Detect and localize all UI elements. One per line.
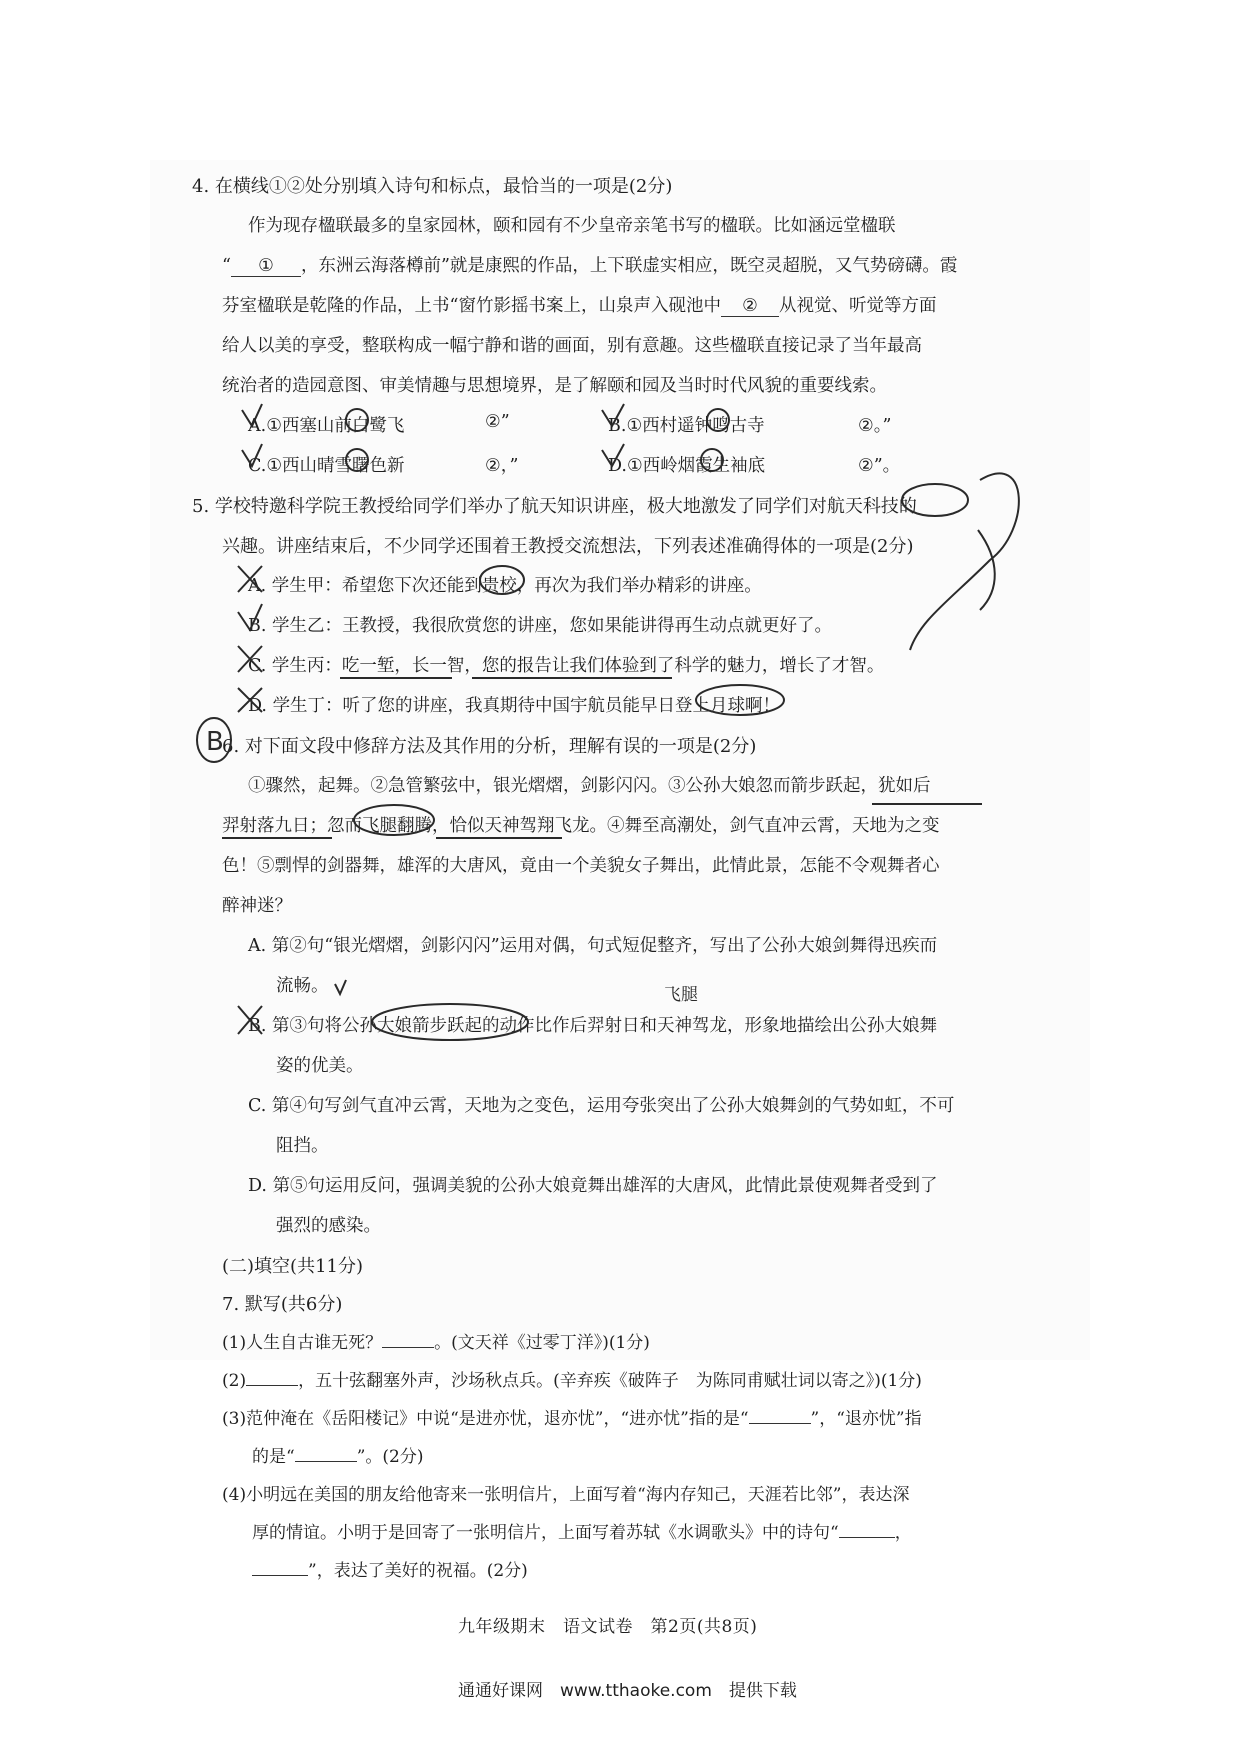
- q5-stem-line-2: 兴趣。讲座结束后，不少同学还围着王教授交流想法，下列表述准确得体的一项是(2分): [222, 536, 914, 557]
- q6-option-a-line-2: 流畅。: [276, 976, 329, 996]
- q5-stem-line-1: 5. 学校特邀科学院王教授给同学们举办了航天知识讲座，极大地激发了同学们对航天科技的: [192, 496, 917, 517]
- q6-option-a-line-1: A. 第②句“银光熠熠，剑影闪闪”运用对偶，句式短促整齐，写出了公孙大娘剑舞得迅疾而: [248, 936, 938, 956]
- handwritten-answer-b: B: [206, 727, 224, 757]
- q4-option-b-punct: ②。”: [858, 416, 892, 436]
- q6-option-b-line-1: B. 第③句将公孙大娘箭步跃起的动作比作后羿射日和天神驾龙，形象地描绘出公孙大娘舞: [248, 1016, 938, 1036]
- q4-passage-line-3: 芬室楹联是乾隆的作品，上书“窗竹影摇书案上，山泉声入砚池中 ② 从视觉、听觉等方面: [222, 296, 937, 316]
- q4-blank-1: ①: [231, 256, 301, 277]
- handwritten-note-flying-kick: 飞腿: [664, 985, 698, 1005]
- q5-option-d: D. 学生丁：听了您的讲座，我真期待中国宇航员能早日登上月球啊！: [248, 696, 781, 716]
- q6-stem: 6. 对下面文段中修辞方法及其作用的分析，理解有误的一项是(2分): [222, 736, 757, 757]
- q7-blank-4a: [839, 1537, 895, 1538]
- q5-option-c: C. 学生丙：吃一堑，长一智，您的报告让我们体验到了科学的魅力，增长了才智。: [248, 656, 885, 676]
- q6-passage-line-1: ①骤然，起舞。②急管繁弦中，银光熠熠，剑影闪闪。③公孙大娘忽而箭步跃起，犹如后: [248, 776, 931, 796]
- q6-option-c-line-1: C. 第④句写剑气直冲云霄，天地为之变色，运用夸张突出了公孙大娘舞剑的气势如虹，不可: [248, 1096, 955, 1116]
- q6-option-d-line-2: 强烈的感染。: [276, 1216, 381, 1236]
- q7-item-4-line-1: (4)小明远在美国的朋友给他寄来一张明信片，上面写着“海内存知己，天涯若比邻”，表达深: [222, 1485, 910, 1505]
- q4-option-c-punct: ②，”: [485, 456, 519, 476]
- q7-item-2: (2) ，五十弦翻塞外声，沙场秋点兵。(辛弃疾《破阵子 为陈同甫赋壮词以寄之》)(1分): [222, 1371, 922, 1391]
- q6-option-c-line-2: 阻挡。: [276, 1136, 329, 1156]
- q7-blank-3a: [749, 1423, 811, 1424]
- q7-item-3-line-2: 的是“ ”。(2分): [252, 1447, 424, 1467]
- q7-blank-4b: [252, 1575, 308, 1576]
- q4-blank-2: ②: [721, 296, 779, 317]
- q6-passage-line-2: 羿射落九日；忽而飞腿翻腾，恰似天神驾翔飞龙。④舞至高潮处，剑气直冲云霄，天地为之变: [222, 816, 940, 836]
- q4-option-d-punct: ②”。: [858, 456, 901, 476]
- q7-blank-1: [382, 1347, 434, 1348]
- q4-stem: 4. 在横线①②处分别填入诗句和标点，最恰当的一项是(2分): [192, 176, 673, 197]
- q4-option-b: B.①西村遥钟鸣古寺: [608, 416, 765, 436]
- q4-passage-line-4: 给人以美的享受，整联构成一幅宁静和谐的画面，别有意趣。这些楹联直接记录了当年最高: [222, 336, 922, 356]
- q5-option-a: A. 学生甲：希望您下次还能到贵校，再次为我们举办精彩的讲座。: [248, 576, 762, 596]
- q7-item-3-line-1: (3)范仲淹在《岳阳楼记》中说“是进亦忧，退亦忧”，“进亦忧”指的是“ ”，“退亦忧”指: [222, 1409, 922, 1429]
- q6-option-d-line-1: D. 第⑤句运用反问，强调美貌的公孙大娘竟舞出雄浑的大唐风，此情此景使观舞者受到了: [248, 1176, 938, 1196]
- q7-blank-2: [246, 1385, 298, 1386]
- q6-passage-line-3: 色！⑤剽悍的剑器舞，雄浑的大唐风，竟由一个美貌女子舞出，此情此景，怎能不令观舞者心: [222, 856, 940, 876]
- q4-passage-line-5: 统治者的造园意图、审美情趣与思想境界，是了解颐和园及当时时代风貌的重要线索。: [222, 376, 887, 396]
- page-footer: 九年级期末 语文试卷 第2页(共8页): [458, 1617, 758, 1637]
- q6-option-b-line-2: 姿的优美。: [276, 1056, 364, 1076]
- q4-passage-line-1: 作为现存楹联最多的皇家园林，颐和园有不少皇帝亲笔书写的楹联。比如涵远堂楹联: [248, 216, 896, 236]
- q4-option-a: A.①西塞山前白鹭飞: [248, 416, 405, 436]
- q5-option-b: B. 学生乙：王教授，我很欣赏您的讲座，您如果能讲得再生动点就更好了。: [248, 616, 833, 636]
- q6-passage-line-4: 醉神迷？: [222, 896, 292, 916]
- q4-option-a-punct: ②”: [485, 412, 510, 432]
- section-2-title: (二)填空(共11分): [222, 1256, 363, 1277]
- q7-item-4-line-2: 厚的情谊。小明于是回寄了一张明信片，上面写着苏轼《水调歌头》中的诗句“ ，: [252, 1523, 912, 1543]
- q7-title: 7. 默写(共6分): [222, 1294, 343, 1315]
- q7-item-4-line-3: ”，表达了美好的祝福。(2分): [252, 1556, 528, 1581]
- q4-option-d: D.①西岭烟霞生袖底: [608, 456, 766, 476]
- download-source-note: 通通好课网 www.tthaoke.com 提供下载: [458, 1681, 797, 1701]
- q4-passage-line-2: “ ① ，东洲云海落樽前”就是康熙的作品，上下联虚实相应，既空灵超脱，又气势磅礴。霞: [222, 256, 958, 276]
- q7-item-1: (1)人生自古谁无死？ 。(文天祥《过零丁洋》)(1分): [222, 1333, 650, 1353]
- q4-option-c: C.①西山晴雪曙色新: [248, 456, 405, 476]
- q7-blank-3b: [295, 1461, 357, 1462]
